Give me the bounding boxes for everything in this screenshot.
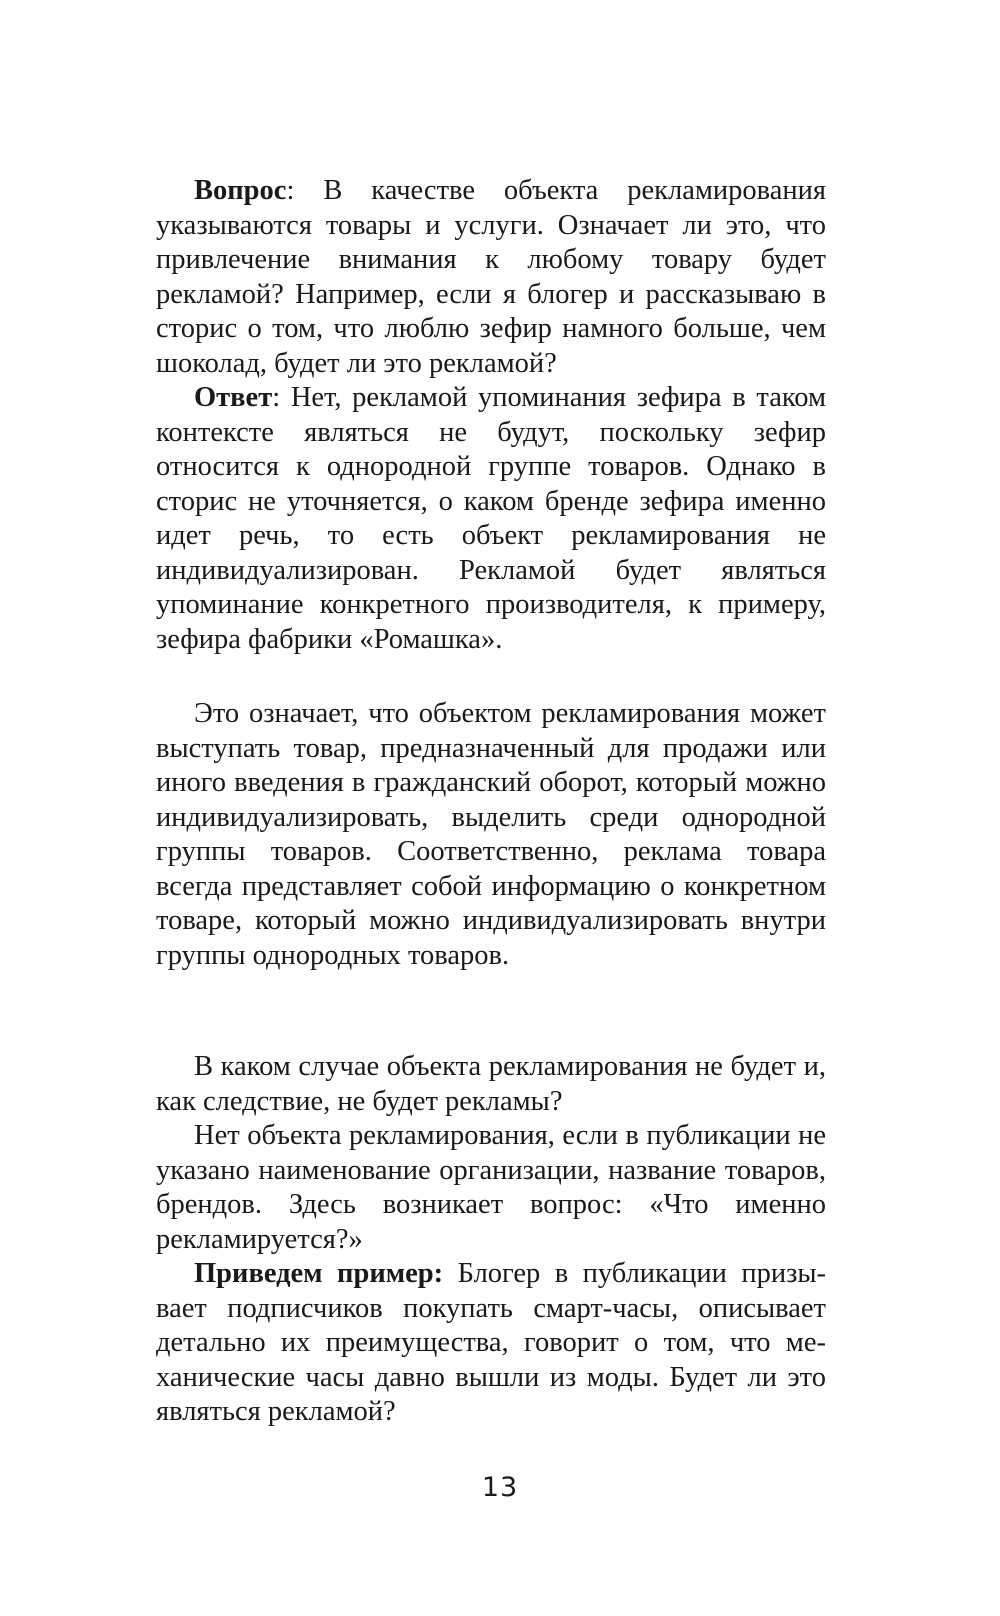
question-paragraph: [156, 174, 826, 381]
qa-section-1: [156, 174, 826, 657]
answer-label: Ответ: [194, 382, 273, 413]
answer-paragraph: [156, 381, 826, 657]
explanation-section: [156, 697, 826, 973]
question-label: Вопрос: [194, 175, 287, 206]
page-number: 13: [481, 1472, 519, 1503]
case-question-paragraph: В каком случае объекта рекламирования не будет и, как следствие, не будет рекламы?: [156, 1051, 826, 1117]
case-answer-paragraph: Нет объекта рекламирования, если в публикации не указано наименование организации, название товаров, брендов. Здесь возникает вопрос: «Что именно рекламируется?»: [156, 1120, 826, 1255]
example-paragraph: [156, 1257, 826, 1430]
explanation-paragraph: Это означает, что объектом рекламирования может выступать товар, предназначенный для продажи или иного введения в гражданский оборот, который можно индивидуализировать, выделить среди однородной группы товаров. Соответственно, реклама товара всегда представляет собой информацию о конкретном товаре, который можно индивидуализировать внутри группы однородных товаров.: [156, 698, 826, 971]
answer-text: : Нет, рекламой упоминания зефира в таком контексте являться не будут, поскольку зефир относится к однородной группе товаров. Однако в сторис не уточняется, о каком бренде зефира именно идет речь, то есть объект рекламирования не индивидуализирован. Рекламой будет являться упоминание конкретного производителя, к примеру, зефира фабрики «Ромашка».: [156, 382, 826, 655]
example-text: Блогер в публикации призывает подписчиков покупать смарт-часы, описывает детально их преимущества, говорит о том, что механические часы давно вышли из моды. Будет ли это являться рекламой?: [156, 1258, 826, 1427]
example-label: Приведем пример:: [194, 1258, 444, 1289]
qa-section-2: [156, 1050, 826, 1430]
question-text: : В качестве объекта рекламирования указываются товары и услуги. Означает ли это, что привлечение внимания к любому товару будет рекламой? Например, если я блогер и рассказываю в сторис о том, что люблю зефир намного больше, чем шоколад, будет ли это рекламой?: [156, 175, 826, 379]
